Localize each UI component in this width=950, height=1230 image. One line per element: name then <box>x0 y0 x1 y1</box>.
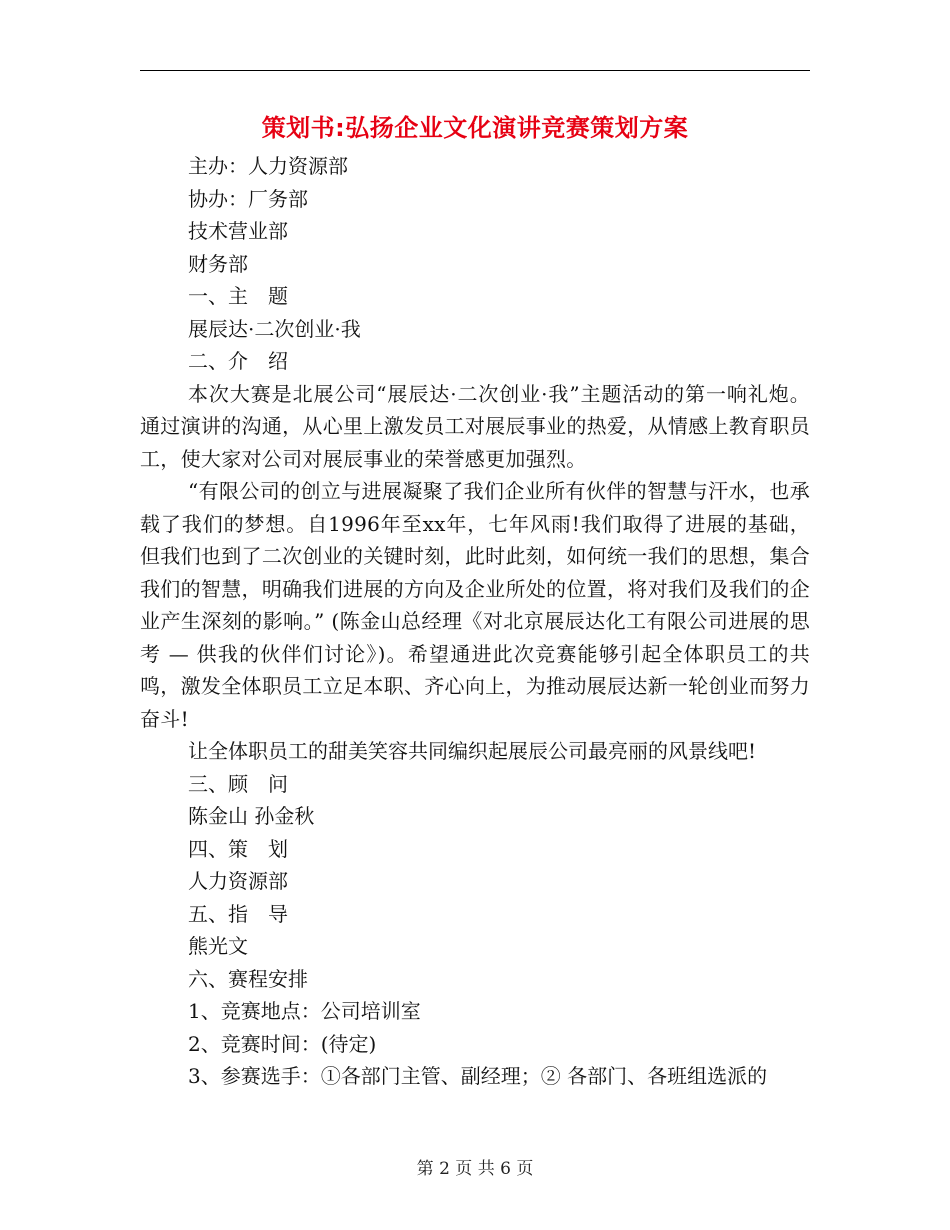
intro-paragraph: 本次大赛是北展公司“展辰达·二次创业·我”主题活动的第一响礼炮。通过演讲的沟通，从心里上激发员工对展辰事业的热爱，从情感上教育职员工，使大家对公司对展辰事业的荣誉感更加强烈。 <box>140 381 810 471</box>
quote-paragraph: “有限公司的创立与进展凝聚了我们企业所有伙伴的智慧与汗水，也承载了我们的梦想。自1996年至xx年，七年风雨!我们取得了进展的基础，但我们也到了二次创业的关键时刻，此时此刻，如何统一我们的思想，集合我们的智慧，明确我们进展的方向及企业所处的位置，将对我们及我们的企业产生深刻的影响。” (陈金山总经理《对北京展辰达化工有限公司进展的思考 — 供我的伙伴们讨论》)。希望通进此次竞赛能够引起全体职员工的共鸣，激发全体职员工立足本职、齐心向上，为推动展辰达新一轮创业而努力奋斗! <box>140 479 810 731</box>
organizer-line: 主办：人力资源部 <box>188 154 348 178</box>
document-title: 策划书:弘扬企业文化演讲竞赛策划方案 <box>261 114 689 142</box>
guidance-name: 熊光文 <box>188 934 248 958</box>
document-body <box>140 150 810 1093</box>
section-heading-advisors: 三、顾 问 <box>188 771 288 796</box>
section-heading-guidance: 五、指 导 <box>188 901 288 926</box>
co-organizer-line-3: 财务部 <box>188 251 248 276</box>
planning-dept: 人力资源部 <box>188 869 288 893</box>
page-footer: 第 2 页 共 6 页 <box>416 1159 534 1179</box>
schedule-item-time: 2、竞赛时间：(待定) <box>188 1031 377 1056</box>
theme-text: 展辰达·二次创业·我 <box>188 316 361 341</box>
advisors-names: 陈金山 孙金秋 <box>188 804 315 828</box>
co-organizer-line-2: 技术营业部 <box>188 219 288 243</box>
section-heading-theme: 一、主 题 <box>188 284 288 308</box>
closing-line: 让全体职员工的甜美笑容共同编织起展辰公司最亮丽的风景线吧! <box>188 739 757 763</box>
section-heading-intro: 二、介 绍 <box>188 349 288 373</box>
schedule-item-contestants: 3、参赛选手：①各部门主管、副经理；② 各部门、各班组选派的 <box>188 1064 768 1088</box>
co-organizer-line: 协办：厂务部 <box>188 186 308 211</box>
header-rule <box>140 70 810 71</box>
section-heading-planning: 四、策 划 <box>188 836 288 861</box>
section-heading-schedule: 六、赛程安排 <box>188 966 308 991</box>
schedule-item-venue: 1、竞赛地点：公司培训室 <box>188 999 421 1023</box>
